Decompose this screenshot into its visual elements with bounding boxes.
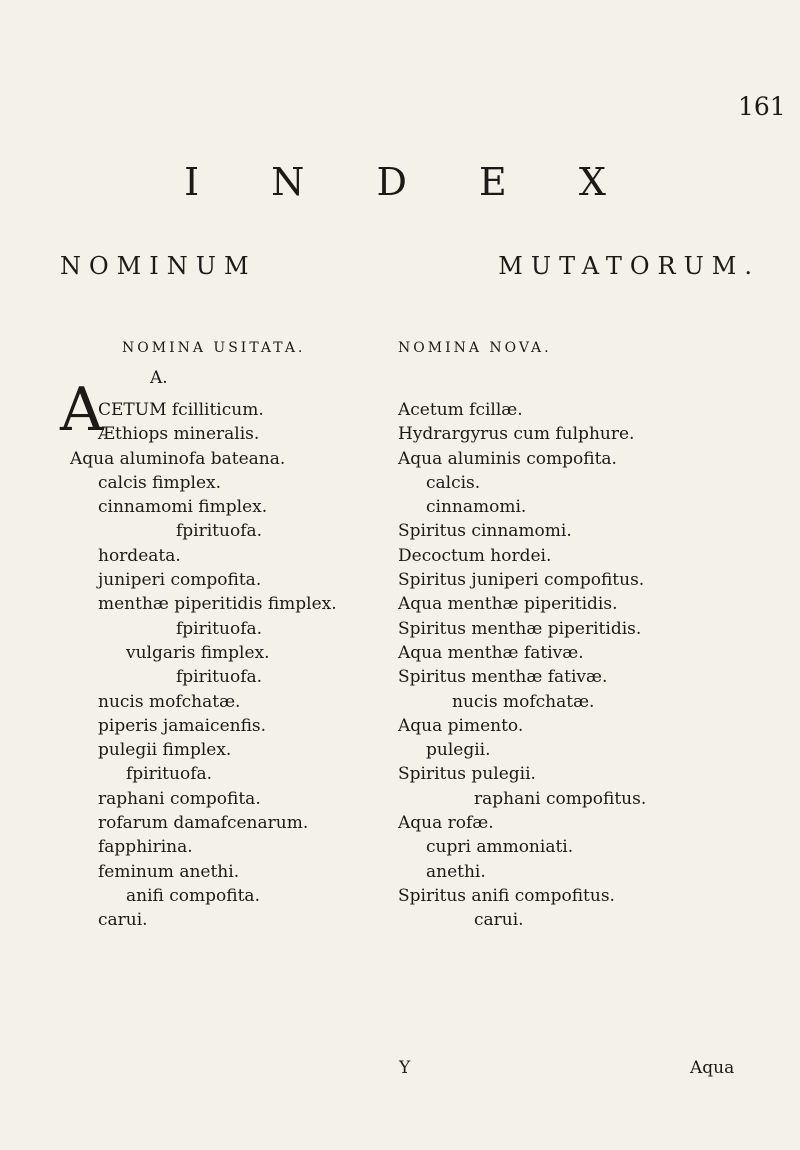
index-entry: Aqua aluminis compofita. (398, 448, 617, 469)
right-entries-list (398, 398, 738, 933)
column-head-nova: NOMINA NOVA. (398, 340, 552, 356)
index-entry: cinnamomi. (426, 497, 527, 518)
index-entry: fpirituofa. (176, 667, 263, 688)
index-entry: fpirituofa. (176, 618, 263, 639)
index-entry: fpirituofa. (176, 521, 263, 542)
index-entry: Spiritus pulegii. (398, 764, 536, 785)
index-entry: fapphirina. (98, 837, 193, 858)
index-entry: raphani compofita. (98, 788, 261, 809)
index-entry: pulegii. (426, 740, 491, 761)
column-head-usitata: NOMINA USITATA. (122, 340, 306, 356)
index-entry: raphani compofitus. (474, 788, 647, 809)
index-entry: Aqua menthæ piperitidis. (398, 594, 618, 615)
index-entry: menthæ piperitidis fimplex. (98, 594, 337, 615)
index-entry: pulegii fimplex. (98, 740, 232, 761)
index-entry: cinnamomi fimplex. (98, 497, 268, 518)
page-subtitle (60, 252, 760, 280)
index-entry: nucis mofchatæ. (98, 691, 241, 712)
index-entry: fpirituofa. (126, 764, 213, 785)
index-entry: hordeata. (98, 545, 181, 566)
index-entry: Spiritus menthæ fativæ. (398, 667, 608, 688)
index-entry: anethi. (426, 861, 486, 882)
index-entry: Spiritus anifi compofitus. (398, 885, 615, 906)
index-entry: calcis fimplex. (98, 472, 222, 493)
index-entry: CETUM fcilliticum. (98, 400, 264, 420)
section-letter: A. (150, 368, 168, 388)
subtitle-left: NOMINUM (60, 252, 257, 280)
index-entry: nucis mofchatæ. (452, 691, 595, 712)
index-entry: calcis. (426, 472, 481, 493)
index-entry: Decoctum hordei. (398, 545, 552, 566)
page-title: I N D E X (184, 160, 636, 204)
index-entry: juniperi compofita. (98, 570, 262, 591)
index-entry: feminum anethi. (98, 861, 240, 882)
index-entry: anifi compofita. (126, 885, 260, 906)
index-entry: Aqua pimento. (398, 715, 524, 736)
index-entry: rofarum damafcenarum. (98, 813, 309, 834)
index-entry: Aqua rofæ. (398, 813, 494, 834)
index-entry: Acetum fcillæ. (398, 400, 523, 420)
index-entry: carui. (98, 910, 148, 931)
left-entries-list (70, 398, 390, 933)
index-entry: Spiritus cinnamomi. (398, 521, 572, 542)
page-number: 161 (738, 92, 786, 121)
index-entry: Hydrargyrus cum fulphure. (398, 424, 635, 445)
index-entry: Spiritus menthæ piperitidis. (398, 618, 642, 639)
catchword: Aqua (690, 1058, 735, 1078)
signature-mark: Y (399, 1058, 411, 1078)
drop-cap-initial: A (60, 375, 104, 445)
index-entry: vulgaris fimplex. (126, 642, 270, 663)
index-entry: Æthiops mineralis. (98, 424, 260, 445)
subtitle-right: MUTATORUM. (498, 252, 760, 280)
index-entry: piperis jamaicenfis. (98, 715, 267, 736)
index-entry: Spiritus juniperi compofitus. (398, 570, 645, 591)
index-entry: Aqua aluminofa bateana. (70, 448, 286, 469)
index-entry: Aqua menthæ fativæ. (398, 642, 584, 663)
index-entry: cupri ammoniati. (426, 837, 574, 858)
index-entry: carui. (474, 910, 524, 931)
